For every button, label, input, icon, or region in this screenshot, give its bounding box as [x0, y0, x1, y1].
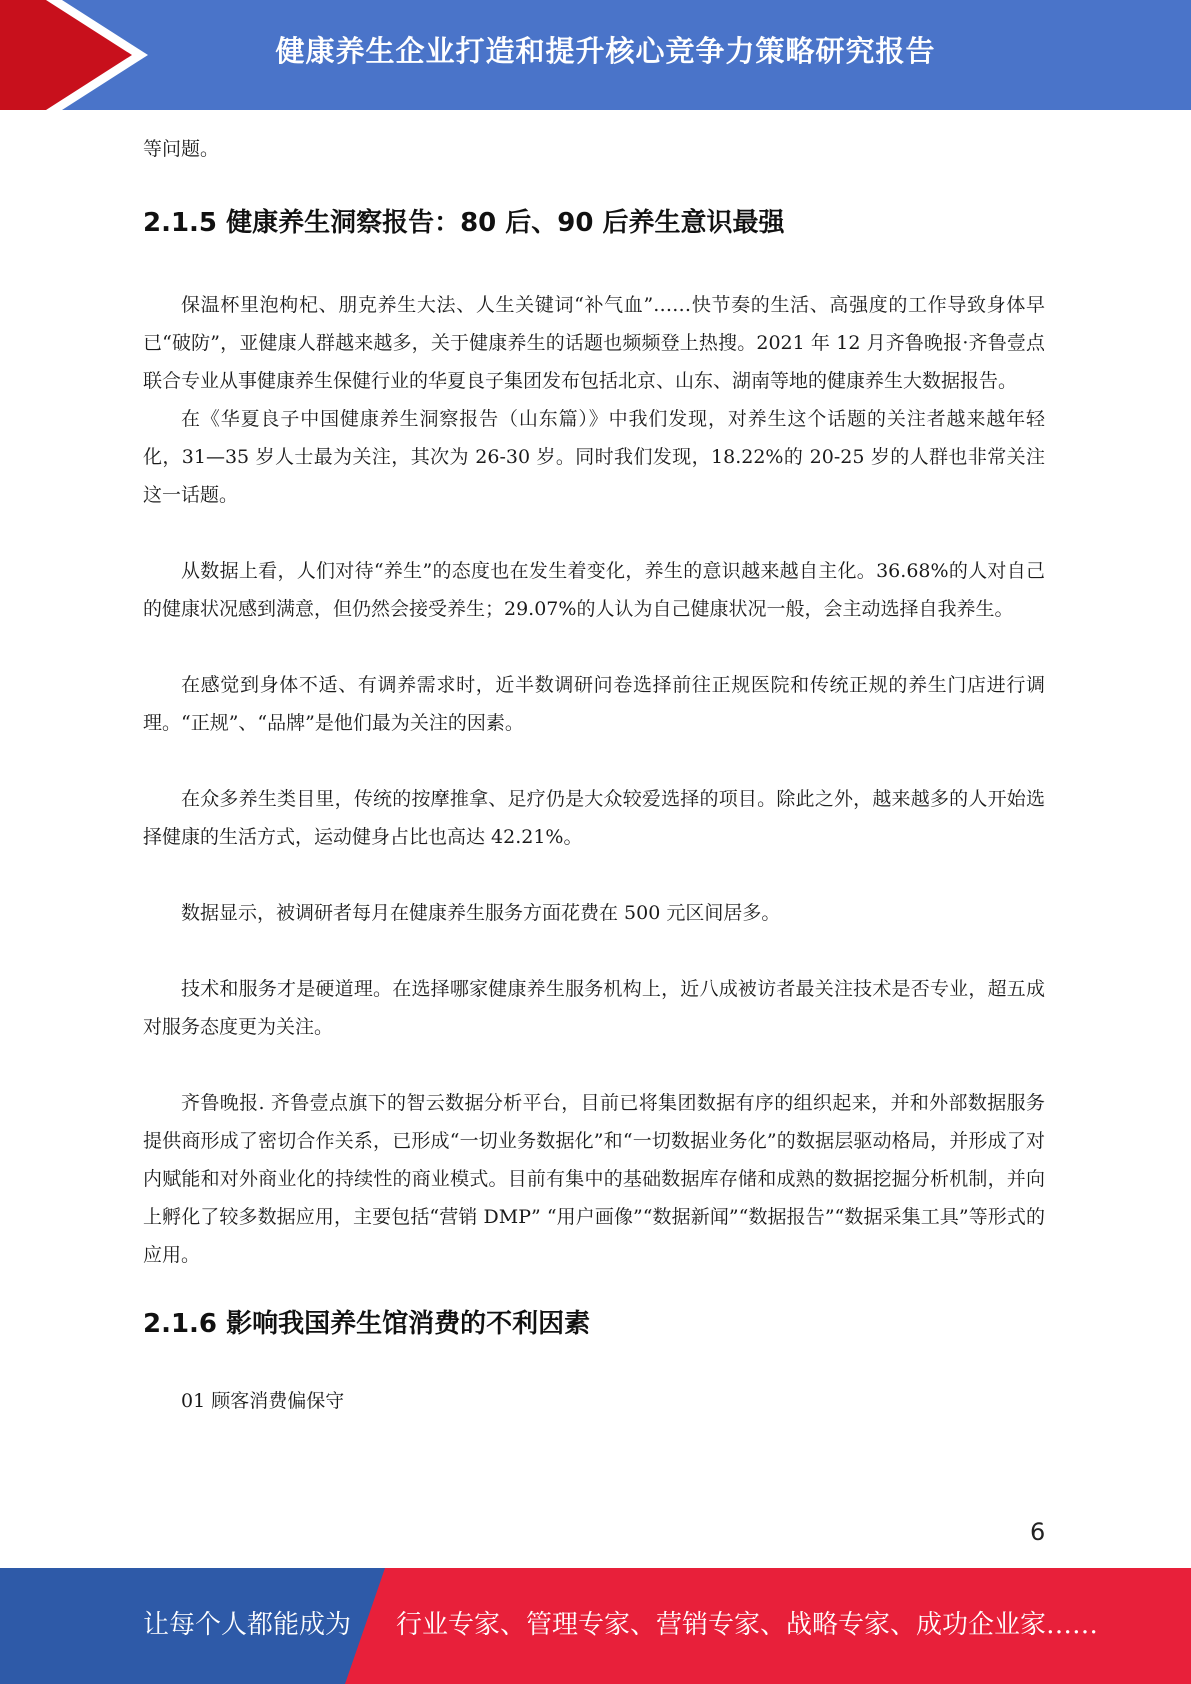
section-heading-2-1-6: 2.1.6 影响我国养生馆消费的不利因素: [143, 1309, 591, 1339]
section-heading-2-1-5: 2.1.5 健康养生洞察报告：80 后、90 后养生意识最强: [143, 208, 785, 238]
paragraph: 在众多养生类目里，传统的按摩推拿、足疗仍是大众较爱选择的项目。除此之外，越来越多的人开始选择健康的生活方式，运动健身占比也高达 42.21%。: [143, 788, 1045, 848]
paragraph: 齐鲁晚报. 齐鲁壹点旗下的智云数据分析平台，目前已将集团数据有序的组织起来，并和外部数据服务提供商形成了密切合作关系，已形成“一切业务数据化”和“一切数据业务化”的数据层驱动格局，并形成了对内赋能和对外商业化的持续性的商业模式。目前有集中的基础数据库存储和成熟的数据挖掘分析机制，并向上孵化了较多数据应用，主要包括“营销 DMP” “用户画像”“数据新闻”“数据报告”“数据采集工具”等形式的应用。: [143, 1092, 1045, 1266]
page-footer: [0, 1568, 1191, 1684]
list-item: 01 顾客消费偏保守: [181, 1390, 345, 1412]
paragraph: 保温杯里泡枸杞、朋克养生大法、人生关键词“补气血”……快节奏的生活、高强度的工作导致身体早已“破防”，亚健康人群越来越多，关于健康养生的话题也频频登上热搜。2021 年 12 月齐鲁晚报·齐鲁壹点联合专业从事健康养生保健行业的华夏良子集团发布包括北京、山东、湖南等地的健康养生大数据报告。: [143, 294, 1045, 392]
paragraph: 在《华夏良子中国健康养生洞察报告（山东篇）》中我们发现，对养生这个话题的关注者越来越年轻化，31—35 岁人士最为关注，其次为 26-30 岁。同时我们发现，18.22%的 20-25 岁的人群也非常关注这一话题。: [143, 408, 1045, 506]
paragraph: 数据显示，被调研者每月在健康养生服务方面花费在 500 元区间居多。: [181, 902, 781, 924]
page-header: [0, 0, 1191, 110]
footer-slogan-right: 行业专家、管理专家、营销专家、战略专家、成功企业家……: [396, 1610, 1099, 1640]
footer-slogan-left: 让每个人都能成为: [143, 1610, 352, 1640]
page-number: 6: [1030, 1518, 1046, 1546]
paragraph-continuation: 等问题。: [143, 138, 220, 160]
paragraph: 从数据上看，人们对待“养生”的态度也在发生着变化，养生的意识越来越自主化。36.68%的人对自己的健康状况感到满意，但仍然会接受养生；29.07%的人认为自己健康状况一般，会主动选择自我养生。: [143, 560, 1045, 620]
paragraph: 技术和服务才是硬道理。在选择哪家健康养生服务机构上，近八成被访者最关注技术是否专业，超五成对服务态度更为关注。: [143, 978, 1045, 1038]
document-title: 健康养生企业打造和提升核心竞争力策略研究报告: [275, 33, 936, 68]
page-body: [143, 130, 1045, 1420]
paragraph: 在感觉到身体不适、有调养需求时，近半数调研问卷选择前往正规医院和传统正规的养生门店进行调理。“正规”、“品牌”是他们最为关注的因素。: [143, 674, 1045, 734]
